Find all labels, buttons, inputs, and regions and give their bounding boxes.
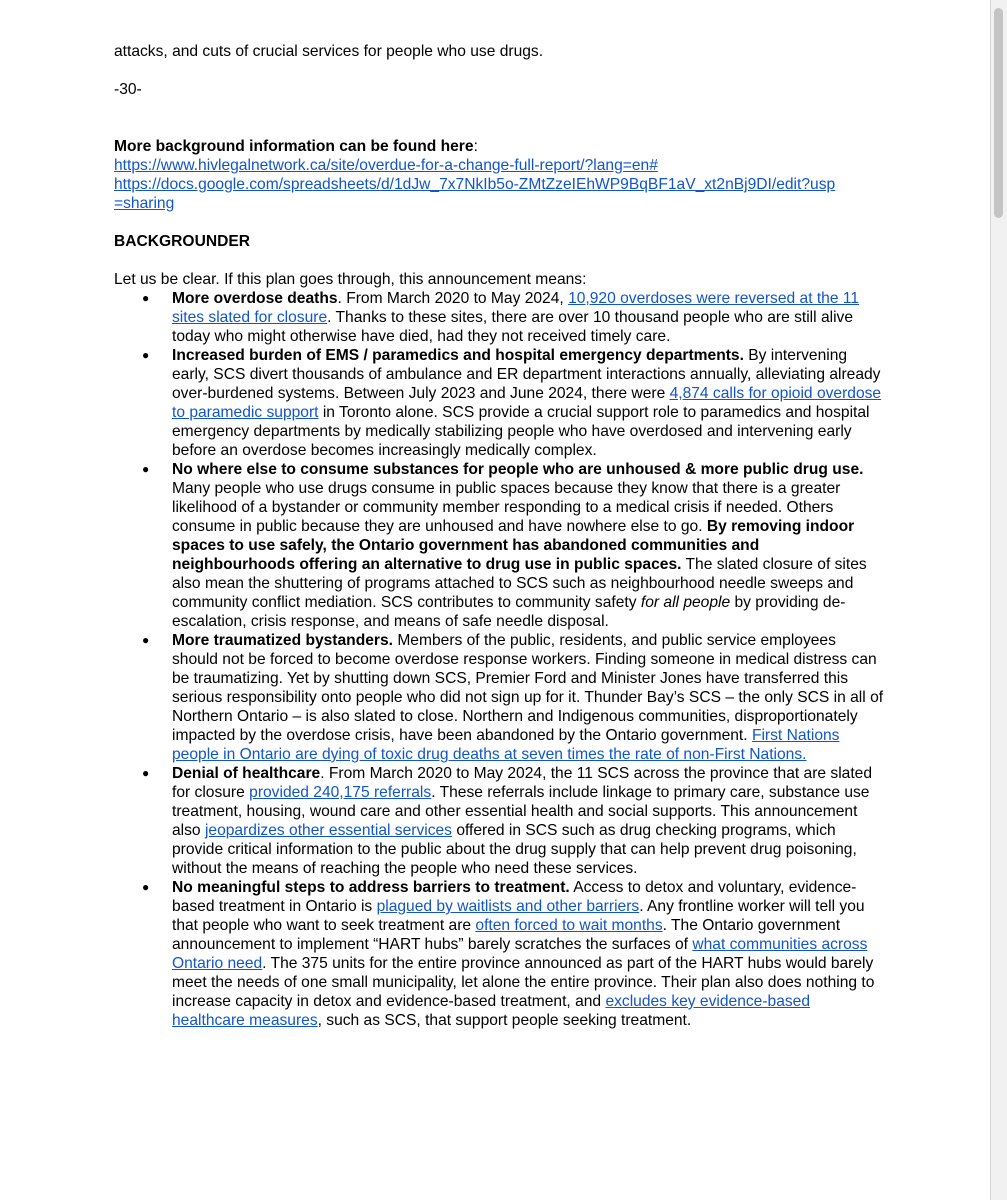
link-hiv-legal-network[interactable]: https://www.hivlegalnetwork.ca/site/overdue-for-a-change-full-report/?lang=en# [114,157,658,174]
item-bold: Increased burden of EMS / paramedics and hospital emergency departments. [172,347,744,364]
item-text: Access to detox and voluntary, evidence-based treatment in Ontario is [172,879,857,915]
item-bold: More traumatized bystanders. [172,632,393,649]
link-wait-months[interactable]: often forced to wait months [475,917,663,934]
link-overdoses-reversed[interactable]: 10,920 overdoses were reversed at the 11 sites slated for closure [172,290,860,326]
bullet: ● [142,291,150,305]
item-text: . The Ontario government announcement to implement “HART hubs” barely scratches the surfaces of [172,917,841,953]
background-info-colon: : [473,138,478,155]
background-info-heading: More background information can be found here [114,138,474,155]
item-text: by providing de-escalation, crisis response, and means of safe needle disposal. [172,594,846,630]
item-italic: for all people [640,594,731,611]
item-text: offered in SCS such as drug checking programs, which provide critical information to the public about the drug supply that can help prevent drug poisoning, without the means of reaching the people who need these services. [172,822,857,877]
background-info-heading-line [114,137,884,156]
item-text: . Any frontline worker will tell you that people who want to seek treatment are [172,898,865,934]
link-referrals[interactable]: provided 240,175 referrals [249,784,432,801]
background-info [114,137,884,213]
item-text: . The 375 units for the entire province announced as part of the HART hubs would barely meet the needs of one small municipality, let alone the entire province. Their plan also does nothing to increase capacity in detox and evidence-based treatment, and [172,955,875,1010]
item-text: . From March 2020 to May 2024, [337,290,569,307]
list-item [142,764,884,878]
top-line: attacks, and cuts of crucial services for people who use drugs. [114,43,544,60]
end-mark: -30- [114,81,142,98]
item-text: By intervening early, SCS divert thousands of ambulance and ER department interactions annually, alleviating already over-burdened systems. Between July 2023 and June 2024, there were [172,347,881,402]
consequences-list [142,289,884,1030]
bullet: ● [142,880,150,894]
item-bold: No where else to consume substances for people who are unhoused & more public drug use. [172,461,864,478]
item-text: . From March 2020 to May 2024, the 11 SCS across the province that are slated for closure [172,765,873,801]
item-text: The slated closure of sites also mean the shuttering of programs attached to SCS such as neighbourhood needle sweeps and community conflict mediation. SCS contributes to community safety [172,556,867,611]
item-bold: Denial of healthcare [172,765,321,782]
list-item [142,631,884,764]
bullet: ● [142,462,150,476]
item-text: Many people who use drugs consume in public spaces because they know that there is a greater likelihood of a bystander or community member responding to a medical crisis if needed. Others consume in public because they are unhoused and have nowhere else to go. [172,480,841,535]
scrollbar[interactable] [990,0,1007,1200]
link-waitlists[interactable]: plagued by waitlists and other barriers [376,898,640,915]
item-bold: More overdose deaths [172,290,338,307]
bullet: ● [142,766,150,780]
list-item [142,289,884,346]
link-excludes-measures[interactable]: excludes key evidence-based healthcare measures [172,993,811,1029]
item-text: Members of the public, residents, and public service employees should not be forced to become overdose response workers. Finding someone in medical distress can be traumatizing. Yet by shutting down SCS, Premier Ford and Minister Jones have transferred this serious responsibility onto people who did not sign up for it. Thunder Bay’s SCS – the only SCS in all of Northern Ontario – is also slated to close. Northern and Indigenous communities, disproportionately impacted by the overdose crisis, have been abandoned by the Ontario government. [172,632,884,744]
link-google-spreadsheet-line1: https://docs.google.com/spreadsheets/d/1dJw_7x7NkIb5o-ZMtZzeIEhWP9BqBF1aV_xt2nBj9DI/edit?usp [114,176,836,193]
item-text: . These referrals include linkage to primary care, substance use treatment, housing, wound care and other essential health and social supports. This announcement also [172,784,870,839]
link-essential-services[interactable]: jeopardizes other essential services [204,822,452,839]
list-item [142,346,884,460]
bullet: ● [142,348,150,362]
bullet: ● [142,633,150,647]
item-bold: No meaningful steps to address barriers to treatment. [172,879,570,896]
item-text: in Toronto alone. SCS provide a crucial support role to paramedics and hospital emergency departments by medically stabilizing people who have overdosed and intervening early before an overdose becomes increasingly medically complex. [172,404,870,459]
intro-line: Let us be clear. If this plan goes through, this announcement means: [114,271,587,288]
backgrounder-title: BACKGROUNDER [114,233,251,250]
link-first-nations-deaths[interactable]: First Nations people in Ontario are dying of toxic drug deaths at seven times the rate of non-First Nations. [172,727,840,763]
item-text: . Thanks to these sites, there are over 10 thousand people who are still alive today who might otherwise have died, had they not received timely care. [172,309,854,345]
list-item [142,878,884,1030]
link-communities-need[interactable]: what communities across Ontario need [172,936,868,972]
link-google-spreadsheet[interactable] [114,175,884,213]
list-item [142,460,884,631]
link-google-spreadsheet-line2: =sharing [114,195,175,212]
link-paramedic-calls[interactable]: 4,874 calls for opioid overdose to paramedic support [172,385,882,421]
scrollbar-thumb[interactable] [994,8,1003,218]
item-bold: By removing indoor spaces to use safely, the Ontario government has abandoned communities and neighbourhoods offering an alternative to drug use in public spaces. [172,518,855,573]
item-text: , such as SCS, that support people seeking treatment. [317,1012,692,1029]
